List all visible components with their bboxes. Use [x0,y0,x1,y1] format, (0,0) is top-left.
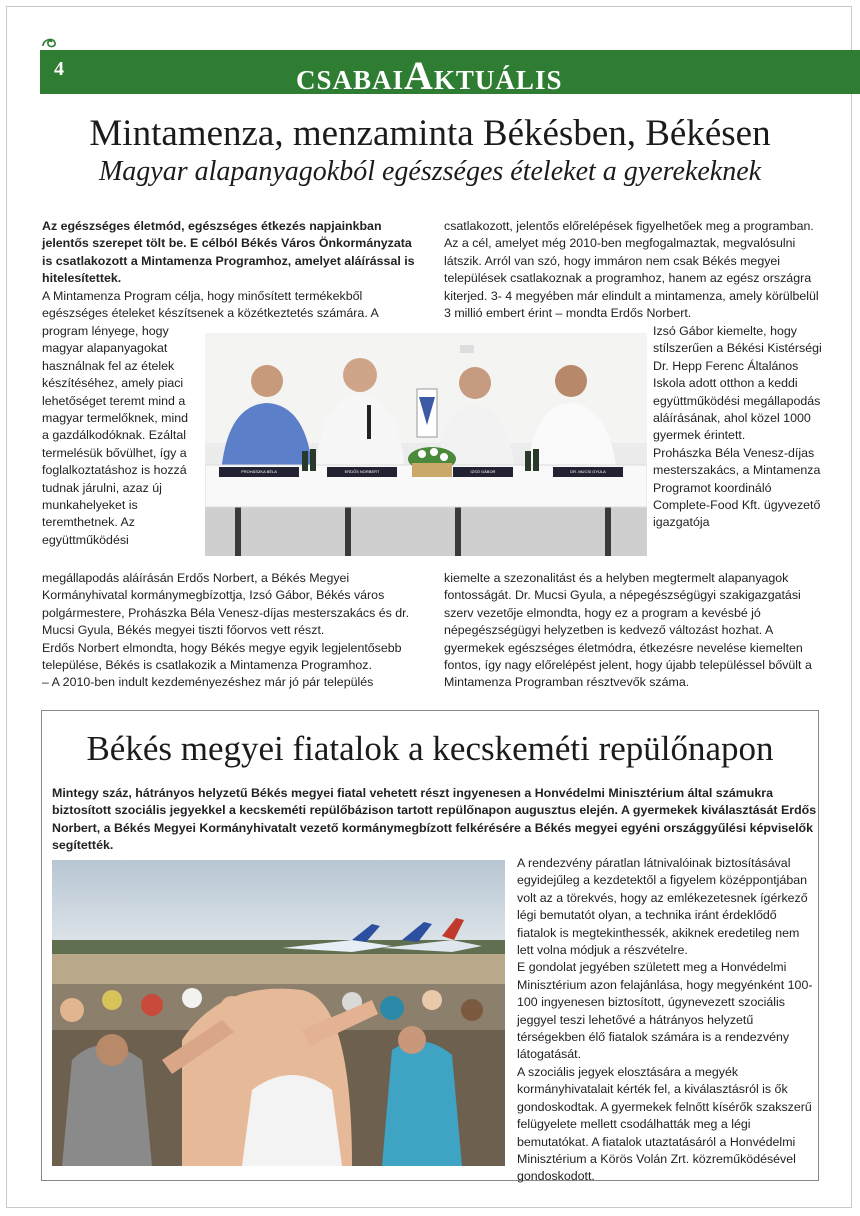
airshow-crowd-photo [52,860,505,1166]
article2-paragraph: A szociális jegyek elosztására a megyék kormányhivatalait kérték fel, a kiválasztásról is ők gondoskodtak. A gyermekek felnőtt kísérők szakszerű felügyelete mellett csodálhatták meg a légi bemutatókat. A fiatalok utaztatásáról a Honvédelmi Minisztérium a Körös Volán Zrt. közreműködésével gondoskodott. [517,1064,812,1184]
article1-subtitle: Magyar alapanyagokból egészséges ételeket a gyerekeknek [98,156,762,187]
masthead-initial: A [404,53,434,98]
article2-body [517,855,817,1186]
masthead [296,52,562,99]
nameplate: DR. MUCSI GYULA [553,467,623,477]
masthead-word-1: CSABAI [296,65,405,95]
article1-left-wrap: program lényege, hogy magyar alapanyagokat használnak fel az ételek készítéséhez, amely piaci lehetőséget teremt mind a magyar termelőknek, mind a gazdálkodóknak. Ezáltal termelésük bővülhet, így a foglalkoztatáshoz is hozzá tudnak járulni, azaz új munkahelyeket is teremthetnek. Az együttműködési [42,324,188,547]
article1-paragraph: Prohászka Béla Venesz-díjas mesterszakács, a Mintamenza Programot koordináló Complete-Food Kft. ügyvezető igazgatója [653,445,821,530]
page-number: 4 [54,58,64,80]
article2-title: Békés megyei fiatalok a kecskeméti repülőnapon [86,729,774,768]
nameplate: ERDŐS NORBERT [327,467,397,477]
article1-lead: Az egészséges életmód, egészséges étkezés napjainkban jelentős szerepet tölt be. E célból Békés Város Önkormányzata is csatlakozott a Mintamenza Programhoz, amelyet aláírással is hitelesítettek. [42,219,415,286]
article1-left-column-top [42,218,422,322]
article2-lead: Mintegy száz, hátrányos helyzetű Békés megyei fiatal vehetett részt ingyenesen a Honvédelmi Minisztérium által számukra biztosított szociális jegyekkel a kecskeméti repülőbázison tartott repülőnapon augusztus elején. A gyermekek kiválasztását Erdős Norbert, a Békés Megyei Kormányhivatalt vezető kormánymegbízott felkérésére a Békés megyei egyéni országgyűlési képviselők segítették. [52,786,817,853]
signing-ceremony-photo [205,333,647,556]
nameplate: IZSÓ GÁBOR [453,467,513,477]
article1-paragraph: – A 2010-ben indult kezdeményezéshez már jó pár település [42,675,374,690]
article1-paragraph: Erdős Norbert elmondta, hogy Békés megye egyik legjelentősebb települése, Békés is csatlakozik a Mintamenza Programhoz. [42,640,402,673]
article1-title: Mintamenza, menzaminta Békésben, Békésen [89,113,771,154]
article1-left-column-bottom [42,570,432,692]
masthead-word-2: KTUÁLIS [433,65,563,95]
article1-right-column-top: csatlakozott, jelentős előrelépések figyelhetőek meg a programban. Az a cél, amelyet még 2010-ben megfogalmaztak, megvalósulni látszik. Arról van szó, hogy immáron nem csak Békés megyei települések csatlakoznak a programhoz, hanem az egész országra kiterjed. 3- 4 megyében már elindult a mintamenza, amely körülbelül 3 millió embert érint – mondta Erdős Norbert. [444,219,819,321]
article2-paragraph: A rendezvény páratlan látnivalóinak biztosításával egyidejűleg a kezdetektől a figyelem középpontjában volt az a törekvés, hogy az emlékezetesnek ígérkező légi bemutatót olyan, a technika iránt érdeklődő fiatalok is megtekinthessék, akiknek eredetileg nem lett volna módjuk a részvételre. [517,856,808,958]
article2-paragraph: E gondolat jegyében született meg a Honvédelmi Minisztérium azon felajánlása, hogy megyénként 100-100 ingyenesen biztosított, úgynevezett szociális jeggyel teszi lehetővé a hátrányos helyzetű térségekben élő fiatalok számára is a rendezvény látogatását. [517,960,813,1062]
nameplate: PROHÁSZKA BÉLA [219,467,299,477]
article1-paragraph: Izsó Gábor kiemelte, hogy stílszerűen a Békési Kistérségi Dr. Hepp Ferenc Általános Iskola adott otthon a keddi együttműködési megállapodás aláírásának, ahol közel 1000 gyermek érintett. [653,324,822,443]
article1-intro: A Mintamenza Program célja, hogy minősített termékekből egészséges ételeket készítsenek a közétkeztetés számára. A [42,288,379,321]
article1-paragraph: megállapodás aláírásán Erdős Norbert, a Békés Megyei Kormányhivatal kormánymegbízottja, Izsó Gábor, Békés város polgármestere, Prohászka Béla Venesz-díjas mesterszakács és dr. Mucsi Gyula, Békés megyei tiszti főorvos vett részt. [42,571,410,638]
article1-right-column-bottom: kiemelte a szezonalitást és a helyben megtermelt alapanyagok fontosságát. Dr. Mucsi Gyula, a népegészségügyi szakigazgatási szerv vezetője elmondta, hogy ez a program a kevésbé jó népegészségügyi helyzetben is kedvező változást hozhat. A gyermekek egészséges életmódra, étkezésre nevelése kiemelten fontos, így nagy előrelépést jelent, hogy újabb településsel bővült a Mintamenza Programban résztvevők száma. [444,571,812,690]
article1-right-wrap [653,323,825,532]
